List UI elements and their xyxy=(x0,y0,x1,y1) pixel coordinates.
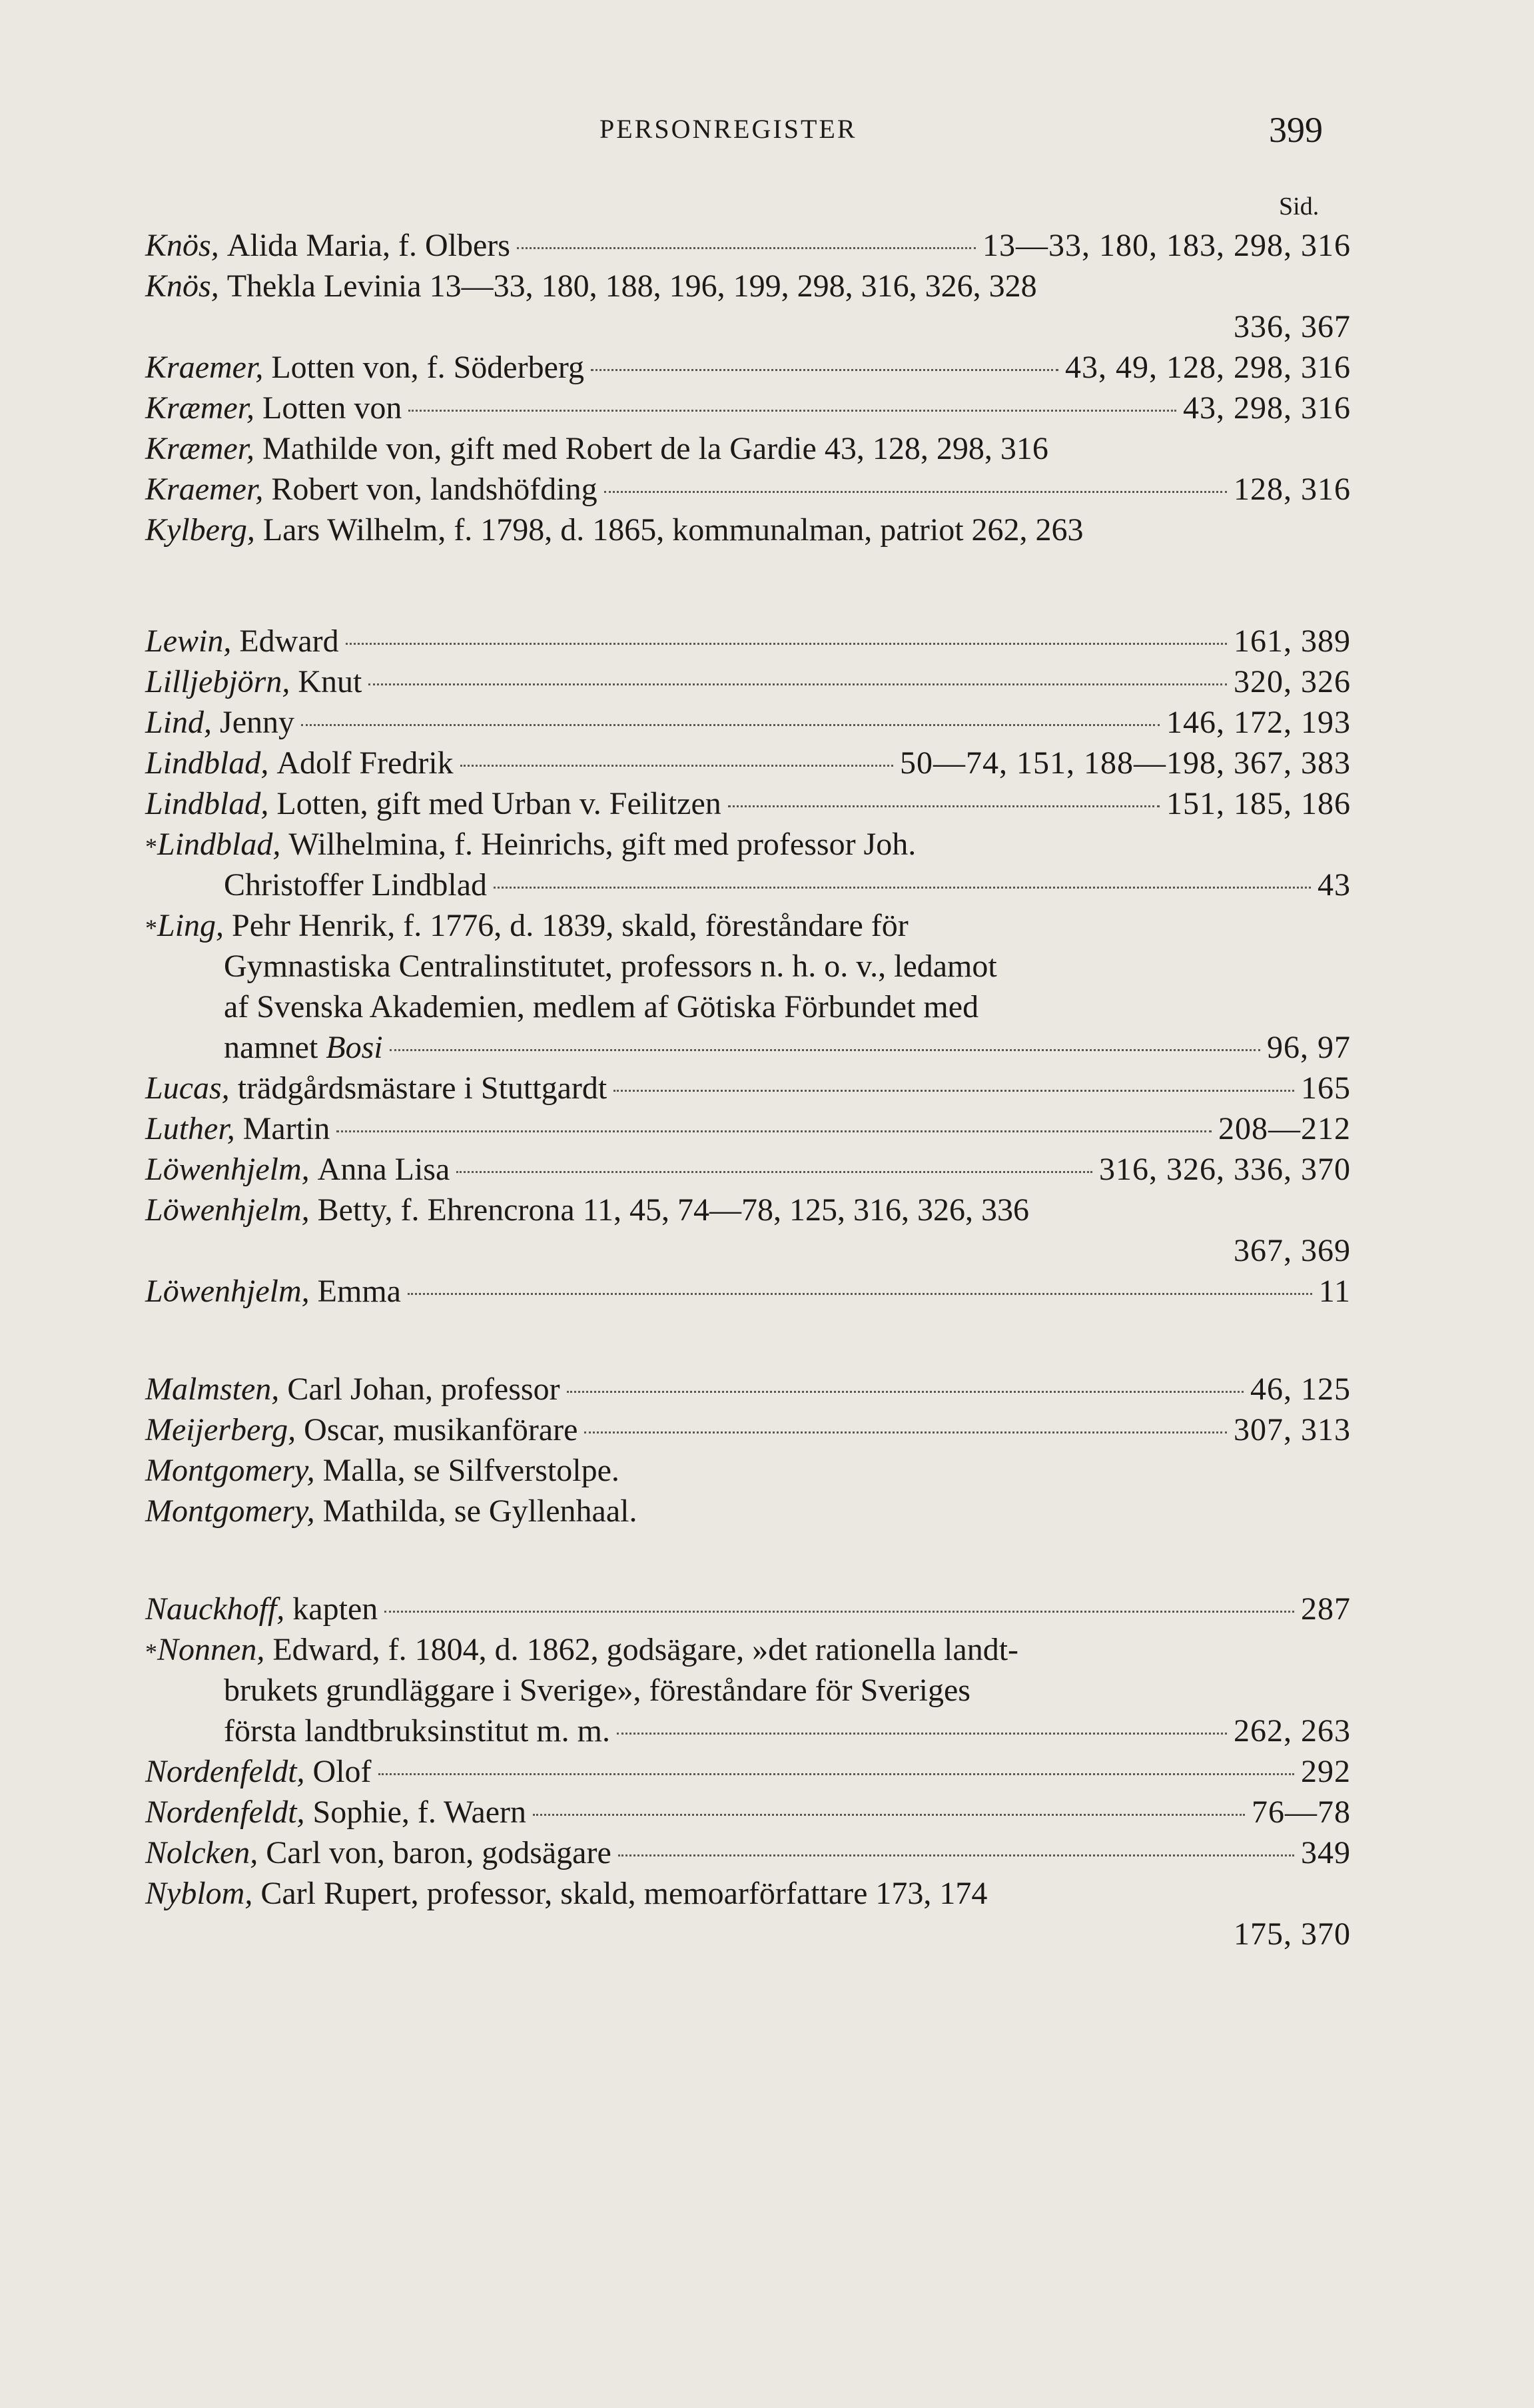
entry-line xyxy=(145,865,1351,905)
entry-name: Lilljebjörn, xyxy=(145,664,290,699)
entry-description: Mathilda, se Gyllenhaal. xyxy=(322,1493,637,1529)
entry-name: Knös, xyxy=(145,268,219,304)
asterisk-mark: * xyxy=(145,833,157,860)
section-gap xyxy=(0,550,1534,621)
index-entry xyxy=(145,1369,1351,1409)
asterisk-mark: * xyxy=(145,915,157,941)
entry-description: Carl von, baron, godsägare xyxy=(266,1835,611,1870)
entry-description: Adolf Fredrik xyxy=(276,745,454,781)
entry-name: Luther, xyxy=(145,1111,235,1146)
page-references: 161, 389 xyxy=(1234,623,1351,659)
entry-line xyxy=(145,743,1351,783)
section-gap xyxy=(0,1531,1534,1589)
entry-alias: Bosi xyxy=(326,1030,383,1065)
entry-name: Montgomery, xyxy=(145,1453,315,1488)
entry-name: Nolcken, xyxy=(145,1835,258,1870)
entry-description: första landtbruksinstitut m. m. xyxy=(224,1713,610,1749)
entry-name: Lind, xyxy=(145,705,212,740)
entry-description: Emma xyxy=(317,1274,401,1309)
entry-name: Nonnen, xyxy=(157,1632,265,1667)
page-references: 208—212 xyxy=(1218,1111,1351,1146)
entry-description: Alida Maria, f. Olbers xyxy=(226,228,510,263)
page-references: 43, 298, 316 xyxy=(1183,390,1351,426)
entry-description: Carl Johan, professor xyxy=(287,1372,560,1407)
index-entry xyxy=(145,1190,1351,1271)
entry-line xyxy=(145,510,1351,550)
running-head: PERSONREGISTER xyxy=(599,114,857,144)
entry-description: Betty, f. Ehrencrona 11, 45, 74—78, 125, 316, 326, 336 xyxy=(317,1192,1029,1228)
dot-leader xyxy=(584,1431,1227,1433)
entry-name: Lindblad, xyxy=(145,786,269,821)
entry-name: Lindblad, xyxy=(157,827,281,862)
entry-line xyxy=(145,1068,1351,1108)
entry-description: Wilhelmina, f. Heinrichs, gift med professor Joh. xyxy=(288,827,917,862)
entry-line xyxy=(145,1271,1351,1312)
entry-description: Christoffer Lindblad xyxy=(224,867,488,903)
index-entry xyxy=(145,1271,1351,1312)
page-references: 43 xyxy=(1318,867,1351,903)
page-references: 43, 49, 128, 298, 316 xyxy=(1065,350,1351,385)
dot-leader xyxy=(617,1733,1227,1735)
entry-description: Lotten, gift med Urban v. Feilitzen xyxy=(276,786,721,821)
entry-description: Lotten von, f. Söderberg xyxy=(271,350,585,385)
index-entry xyxy=(145,661,1351,702)
entry-name: Kraemer, xyxy=(145,350,264,385)
index-entry xyxy=(145,1792,1351,1832)
page-references: 367, 369 xyxy=(1234,1233,1351,1268)
entry-name: Lindblad, xyxy=(145,745,269,781)
dot-leader xyxy=(728,805,1160,807)
entry-line xyxy=(145,1149,1351,1190)
entry-description: namnet xyxy=(224,1030,318,1065)
page-references: 175, 370 xyxy=(1234,1916,1351,1952)
page-references: 336, 367 xyxy=(1234,309,1351,344)
dot-leader xyxy=(567,1391,1244,1393)
entry-description: trädgårdsmästare i Stuttgardt xyxy=(237,1070,607,1106)
entry-description: Thekla Levinia 13—33, 180, 188, 196, 199, 298, 316, 326, 328 xyxy=(226,268,1037,304)
entry-line xyxy=(145,1190,1351,1230)
index-entry xyxy=(145,388,1351,428)
entry-description: Lotten von xyxy=(262,390,402,426)
entry-line xyxy=(145,469,1351,510)
index-entry xyxy=(145,1409,1351,1450)
entry-description: Jenny xyxy=(220,705,295,740)
index-entry xyxy=(145,469,1351,510)
entry-description: Robert von, landshöfding xyxy=(271,472,597,507)
page-references: 76—78 xyxy=(1252,1795,1351,1830)
page-references: 13—33, 180, 183, 298, 316 xyxy=(982,228,1351,263)
index-entry xyxy=(145,621,1351,661)
entry-line xyxy=(145,1711,1351,1751)
dot-leader xyxy=(517,247,976,249)
index-entry xyxy=(145,1751,1351,1792)
page-references: 349 xyxy=(1301,1835,1351,1870)
entry-name: Löwenhjelm, xyxy=(145,1192,310,1228)
entry-description: Gymnastiska Centralinstitutet, professors n. h. o. v., ledamot xyxy=(224,949,997,984)
dot-leader xyxy=(378,1773,1294,1775)
page-references: 146, 172, 193 xyxy=(1166,705,1351,740)
entry-line xyxy=(145,1589,1351,1629)
page-references: 46, 125 xyxy=(1250,1372,1351,1407)
entry-line xyxy=(145,1832,1351,1873)
index-entry xyxy=(145,905,1351,1068)
page-references: 165 xyxy=(1301,1070,1351,1106)
entry-description: Lars Wilhelm, f. 1798, d. 1865, kommunalman, patriot 262, 263 xyxy=(262,512,1084,548)
entry-line xyxy=(145,1751,1351,1792)
entry-description: Mathilde von, gift med Robert de la Gardie 43, 128, 298, 316 xyxy=(262,431,1048,466)
entry-description: Edward xyxy=(239,623,339,659)
index-entry xyxy=(145,1873,1351,1954)
entry-line xyxy=(145,1873,1351,1914)
entry-description: Oscar, musikanförare xyxy=(304,1412,578,1447)
page-references: 262, 263 xyxy=(1234,1713,1351,1749)
entry-name: Kraemer, xyxy=(145,472,264,507)
index-entry xyxy=(145,743,1351,783)
entry-name: Lucas, xyxy=(145,1070,230,1106)
page-references: 307, 313 xyxy=(1234,1412,1351,1447)
page-references: 151, 185, 186 xyxy=(1166,786,1351,821)
index-entry xyxy=(145,347,1351,388)
index-entry xyxy=(145,1832,1351,1873)
entry-line xyxy=(145,388,1351,428)
page-number: 399 xyxy=(1269,110,1323,150)
dot-leader xyxy=(368,683,1227,685)
entry-line xyxy=(145,1409,1351,1450)
entry-description: brukets grundläggare i Sverige», föreståndare för Sveriges xyxy=(224,1673,970,1708)
entry-name: Ling, xyxy=(157,908,224,943)
entry-line xyxy=(145,1629,1351,1670)
dot-leader xyxy=(336,1130,1212,1132)
index-entry xyxy=(145,783,1351,824)
dot-leader xyxy=(408,410,1176,412)
entry-name: Meijerberg, xyxy=(145,1412,296,1447)
index-entry xyxy=(145,1491,1351,1531)
page-references: 128, 316 xyxy=(1234,472,1351,507)
entry-line xyxy=(145,783,1351,824)
entry-description: kapten xyxy=(292,1591,378,1627)
page-references: 287 xyxy=(1301,1591,1351,1627)
entry-line xyxy=(145,1792,1351,1832)
index-entry xyxy=(145,1149,1351,1190)
index-entry xyxy=(145,225,1351,266)
page-references: 11 xyxy=(1318,1274,1351,1309)
entry-description: Martin xyxy=(242,1111,330,1146)
entry-line-continuation xyxy=(145,306,1351,347)
entry-description: af Svenska Akademien, medlem af Götiska Förbundet med xyxy=(224,989,979,1024)
entry-line xyxy=(145,347,1351,388)
entry-line xyxy=(145,225,1351,266)
entry-name: Kræmer, xyxy=(145,431,255,466)
entry-line xyxy=(145,824,1351,865)
dot-leader xyxy=(613,1090,1294,1092)
entry-description: Edward, f. 1804, d. 1862, godsägare, »det rationella landt- xyxy=(272,1632,1019,1667)
entry-name: Löwenhjelm, xyxy=(145,1152,310,1187)
entry-description: Knut xyxy=(298,664,362,699)
index-entry xyxy=(145,1108,1351,1149)
index-entries xyxy=(0,225,1534,1954)
dot-leader xyxy=(494,887,1311,889)
entry-line xyxy=(145,1450,1351,1491)
entry-line xyxy=(145,1108,1351,1149)
index-entry xyxy=(145,1068,1351,1108)
dot-leader xyxy=(460,765,893,767)
entry-name: Knös, xyxy=(145,228,219,263)
entry-name: Nordenfeldt, xyxy=(145,1795,305,1830)
entry-line xyxy=(145,1369,1351,1409)
index-entry xyxy=(145,510,1351,550)
entry-description: Sophie, f. Waern xyxy=(312,1795,527,1830)
entry-name: Kræmer, xyxy=(145,390,255,426)
entry-line xyxy=(145,621,1351,661)
entry-line xyxy=(145,1491,1351,1531)
page-references: 96, 97 xyxy=(1267,1030,1351,1065)
dot-leader xyxy=(390,1049,1260,1051)
page-references: 292 xyxy=(1301,1754,1351,1789)
entry-line-continuation xyxy=(145,1230,1351,1271)
entry-line xyxy=(145,661,1351,702)
entry-line xyxy=(145,702,1351,743)
entry-name: Malmsten, xyxy=(145,1372,280,1407)
entry-name: Nauckhoff, xyxy=(145,1591,285,1627)
entry-description: Anna Lisa xyxy=(317,1152,450,1187)
entry-line-continuation xyxy=(145,1914,1351,1954)
dot-leader xyxy=(533,1814,1245,1816)
entry-description: Olof xyxy=(312,1754,372,1789)
index-entry xyxy=(145,1450,1351,1491)
entry-name: Nordenfeldt, xyxy=(145,1754,305,1789)
column-label-sid: Sid. xyxy=(1279,193,1320,220)
page-references: 50—74, 151, 188—198, 367, 383 xyxy=(900,745,1351,781)
entry-name: Montgomery, xyxy=(145,1493,315,1529)
index-entry xyxy=(145,428,1351,469)
entry-line xyxy=(145,905,1351,946)
entry-line xyxy=(145,946,1351,987)
entry-name: Nyblom, xyxy=(145,1876,253,1911)
index-entry xyxy=(145,1589,1351,1629)
dot-leader xyxy=(604,491,1227,493)
dot-leader xyxy=(384,1611,1294,1613)
index-entry xyxy=(145,824,1351,905)
entry-line xyxy=(145,1027,1351,1068)
section-gap xyxy=(0,1312,1534,1369)
entry-name: Löwenhjelm, xyxy=(145,1274,310,1309)
dot-leader xyxy=(591,369,1058,371)
page-references: 320, 326 xyxy=(1234,664,1351,699)
entry-description: Carl Rupert, professor, skald, memoarförfattare 173, 174 xyxy=(260,1876,988,1911)
dot-leader xyxy=(456,1171,1092,1173)
dot-leader xyxy=(346,643,1227,645)
index-entry xyxy=(145,266,1351,347)
entry-line xyxy=(145,266,1351,306)
entry-name: Lewin, xyxy=(145,623,232,659)
dot-leader xyxy=(618,1854,1294,1856)
page-references: 316, 326, 336, 370 xyxy=(1099,1152,1351,1187)
entry-line xyxy=(145,428,1351,469)
asterisk-mark: * xyxy=(145,1639,157,1665)
dot-leader xyxy=(301,724,1160,726)
index-entry xyxy=(145,1629,1351,1751)
dot-leader xyxy=(408,1293,1312,1295)
entry-line xyxy=(145,1670,1351,1711)
entry-line xyxy=(145,987,1351,1027)
index-entry xyxy=(145,702,1351,743)
entry-description: Malla, se Silfverstolpe. xyxy=(322,1453,619,1488)
entry-description: Pehr Henrik, f. 1776, d. 1839, skald, föreståndare för xyxy=(232,908,909,943)
page-header xyxy=(0,110,1534,153)
entry-name: Kylberg, xyxy=(145,512,255,548)
